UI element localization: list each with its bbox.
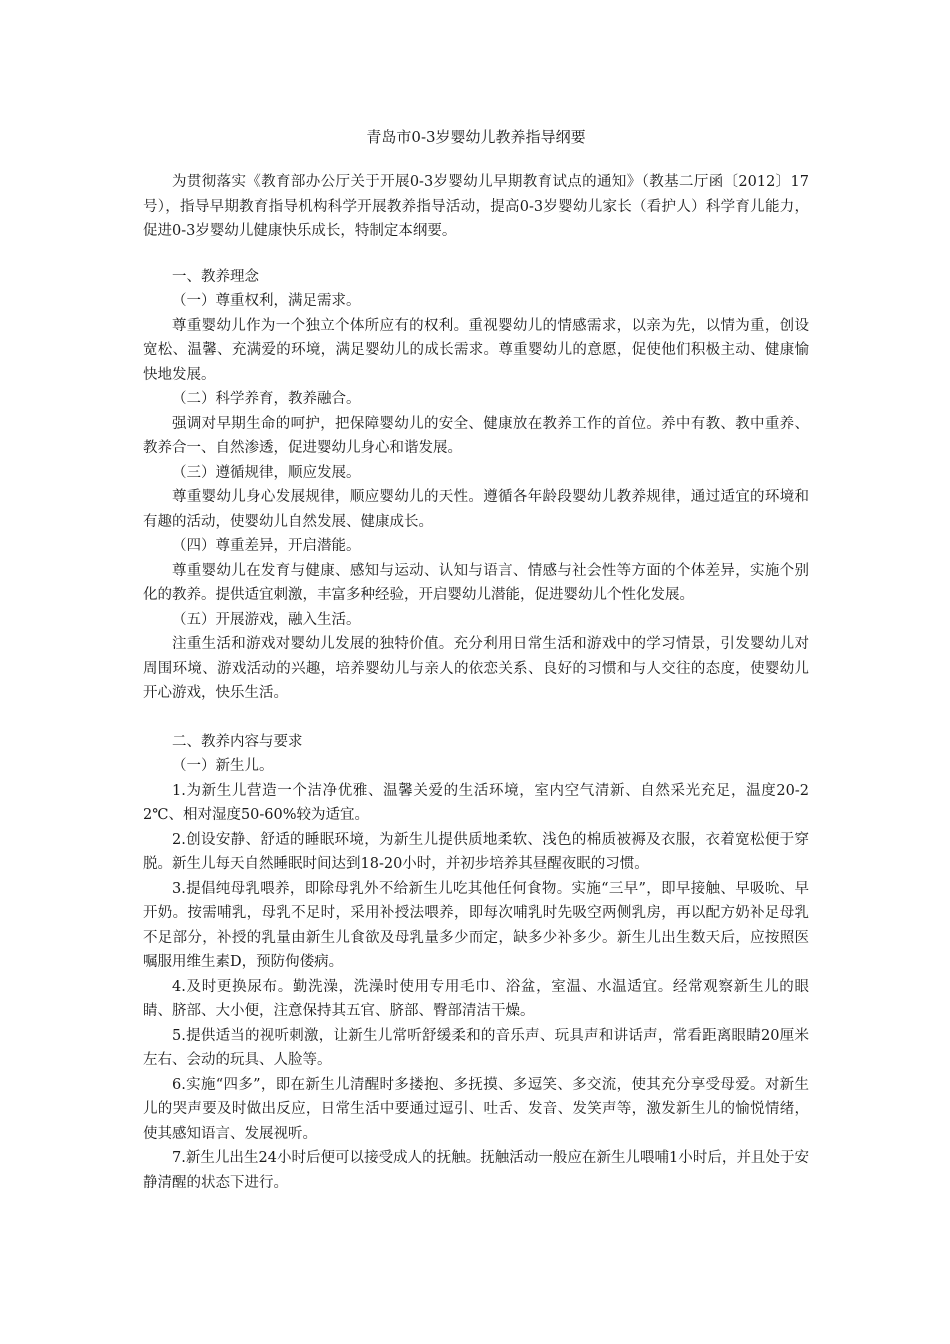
list-item: 5.提供适当的视听刺激，让新生儿常听舒缓柔和的音乐声、玩具声和讲话声，常看距离眼睛20厘米左右、会动的玩具、人脸等。 — [143, 1027, 809, 1068]
intro-paragraph: 为贯彻落实《教育部办公厅关于开展0-3岁婴幼儿早期教育试点的通知》（教基二厅函〔2012〕17号），指导早期教育指导机构科学开展教养指导活动，提高0-3岁婴幼儿家长（看护人）科学育儿能力，促进0-3岁婴幼儿健康快乐成长，特制定本纲要。 — [143, 174, 809, 239]
list-item: 6.实施“四多”，即在新生儿清醒时多搂抱、多抚摸、多逗笑、多交流，使其充分享受母爱。对新生儿的哭声要及时做出反应，日常生活中要通过逗引、吐舌、发音、发笑声等，激发新生儿的愉悦情绪，使其感知语言、发展视听。 — [143, 1076, 809, 1142]
document-body — [143, 124, 809, 1195]
subsection-heading: （一）新生儿。 — [172, 758, 274, 774]
list-item: 7.新生儿出生24小时后便可以接受成人的抚触。抚触活动一般应在新生儿喂哺1小时后，并且处于安静清醒的状态下进行。 — [143, 1150, 809, 1191]
document-title: 青岛市0-3岁婴幼儿教养指导纲要 — [366, 128, 586, 146]
list-item: 2.创设安静、舒适的睡眠环境，为新生儿提供质地柔软、浅色的棉质被褥及衣服，衣着宽松便于穿脱。新生儿每天自然睡眠时间达到18-20小时，并初步培养其昼醒夜眠的习惯。 — [143, 831, 809, 872]
subsection-heading: （二）科学养育，教养融合。 — [172, 391, 361, 407]
paragraph: 注重生活和游戏对婴幼儿发展的独特价值。充分利用日常生活和游戏中的学习情景，引发婴幼儿对周围环境、游戏活动的兴趣，培养婴幼儿与亲人的依恋关系、良好的习惯和与人交往的态度，使婴幼儿开心游戏，快乐生活。 — [143, 636, 809, 701]
list-item: 3.提倡纯母乳喂养，即除母乳外不给新生儿吃其他任何食物。实施“三早”，即早接触、早吸吮、早开奶。按需哺乳，母乳不足时，采用补授法喂养，即每次哺乳时先吸空两侧乳房，再以配方奶补足母乳不足部分，补授的乳量由新生儿食欲及母乳量多少而定，缺多少补多少。新生儿出生数天后，应按照医嘱服用维生素D，预防佝偻病。 — [143, 880, 809, 970]
list-item: 1.为新生儿营造一个洁净优雅、温馨关爱的生活环境，室内空气清新、自然采光充足，温度20-22℃、相对湿度50-60%较为适宜。 — [143, 782, 809, 823]
paragraph: 强调对早期生命的呵护，把保障婴幼儿的安全、健康放在教养工作的首位。养中有教、教中重养、教养合一、自然渗透，促进婴幼儿身心和谐发展。 — [143, 415, 809, 456]
list-item: 4.及时更换尿布。勤洗澡，洗澡时使用专用毛巾、浴盆，室温、水温适宜。经常观察新生儿的眼睛、脐部、大小便，注意保持其五官、脐部、臀部清洁干燥。 — [143, 978, 809, 1019]
paragraph: 尊重婴幼儿作为一个独立个体所应有的权利。重视婴幼儿的情感需求，以亲为先，以情为重，创设宽松、温馨、充满爱的环境，满足婴幼儿的成长需求。尊重婴幼儿的意愿，促使他们积极主动、健康愉快地发展。 — [143, 317, 809, 383]
paragraph: 尊重婴幼儿在发育与健康、感知与运动、认知与语言、情感与社会性等方面的个体差异，实施个别化的教养。提供适宜刺激，丰富多种经验，开启婴幼儿潜能，促进婴幼儿个性化发展。 — [143, 562, 809, 603]
subsection-heading: （五）开展游戏，融入生活。 — [172, 611, 361, 628]
subsection-heading: （三）遵循规律，顺应发展。 — [172, 464, 361, 481]
subsection-heading: （四）尊重差异，开启潜能。 — [172, 538, 361, 554]
section-heading: 一、教养理念 — [172, 268, 259, 285]
section-heading: 二、教养内容与要求 — [172, 733, 303, 750]
paragraph: 尊重婴幼儿身心发展规律，顺应婴幼儿的天性。遵循各年龄段婴幼儿教养规律，通过适宜的环境和有趣的活动，使婴幼儿自然发展、健康成长。 — [143, 489, 809, 530]
subsection-heading: （一）尊重权利，满足需求。 — [172, 293, 361, 309]
